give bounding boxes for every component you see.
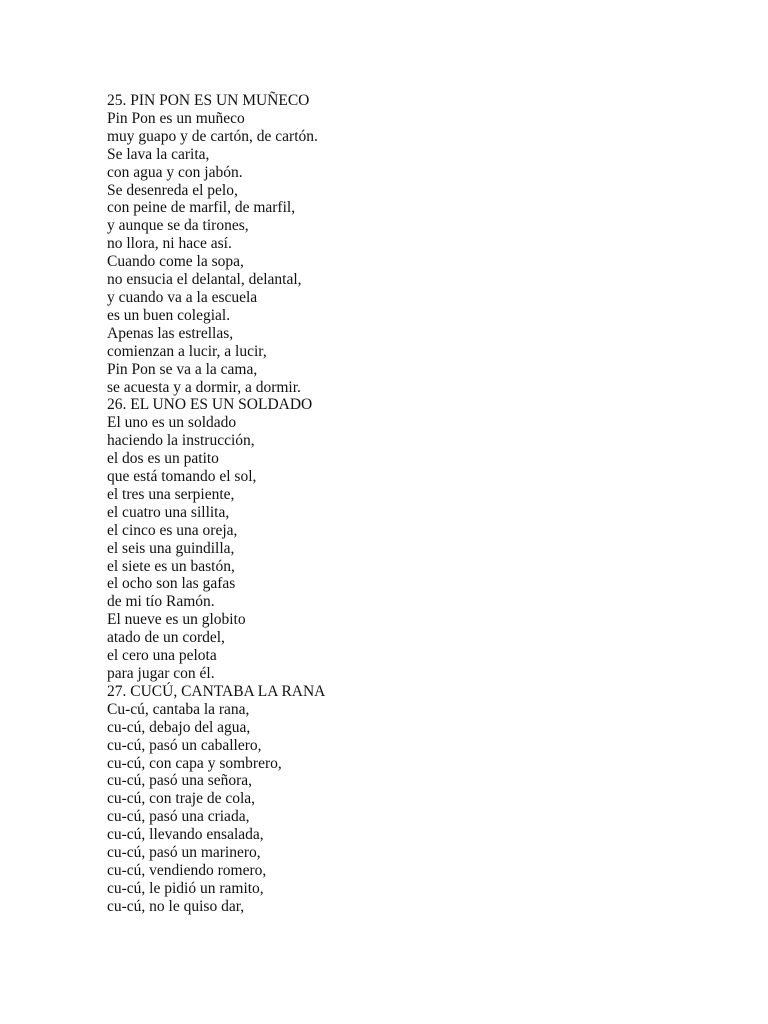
verse-line: el siete es un bastón,	[107, 557, 235, 575]
verse-line: que está tomando el sol,	[107, 468, 257, 486]
verse-line: cu-cú, pasó un caballero,	[107, 736, 262, 754]
verse-line: y aunque se da tirones,	[107, 217, 249, 235]
verse-line: el dos es un patito	[107, 450, 219, 468]
verse-line: cu-cú, debajo del agua,	[107, 718, 251, 736]
verse-line: cu-cú, no le quiso dar,	[107, 897, 245, 915]
verse-line: haciendo la instrucción,	[107, 432, 255, 450]
verse-line: cu-cú, pasó una criada,	[107, 808, 250, 826]
verse-line: el seis una guindilla,	[107, 539, 235, 557]
verse-line: cu-cú, le pidió un ramito,	[107, 879, 264, 897]
verse-line: Cu-cú, cantaba la rana,	[107, 700, 250, 718]
song-text-block	[107, 92, 667, 916]
verse-line: el tres una serpiente,	[107, 485, 235, 503]
verse-line: atado de un cordel,	[107, 629, 225, 647]
verse-line: se acuesta y a dormir, a dormir.	[107, 378, 301, 396]
verse-line: comienzan a lucir, a lucir,	[107, 342, 267, 360]
verse-line: Cuando come la sopa,	[107, 253, 244, 271]
verse-line: cu-cú, pasó un marinero,	[107, 844, 261, 862]
verse-line: el ocho son las gafas	[107, 575, 236, 593]
verse-line: cu-cú, con traje de cola,	[107, 790, 256, 808]
song-heading: 26. EL UNO ES UN SOLDADO	[107, 396, 313, 414]
verse-line: Apenas las estrellas,	[107, 324, 234, 342]
verse-line: cu-cú, pasó una señora,	[107, 772, 253, 790]
verse-line: es un buen colegial.	[107, 306, 231, 324]
verse-line: El nueve es un globito	[107, 611, 246, 629]
song-heading: 27. CUCÚ, CANTABA LA RANA	[107, 682, 326, 700]
verse-line: con peine de marfil, de marfil,	[107, 199, 296, 217]
verse-line: el cero una pelota	[107, 647, 217, 665]
verse-line: Se lava la carita,	[107, 145, 210, 163]
verse-line: el cinco es una oreja,	[107, 521, 238, 539]
verse-line: El uno es un soldado	[107, 414, 237, 432]
verse-line: cu-cú, con capa y sombrero,	[107, 754, 282, 772]
verse-line: Pin Pon es un muñeco	[107, 109, 245, 127]
verse-line: muy guapo y de cartón, de cartón.	[107, 127, 318, 145]
verse-line: Se desenreda el pelo,	[107, 181, 238, 199]
verse-line: para jugar con él.	[107, 665, 215, 682]
verse-line: y cuando va a la escuela	[107, 288, 258, 306]
verse-line: no llora, ni hace así.	[107, 235, 232, 253]
verse-line: con agua y con jabón.	[107, 163, 243, 181]
song-heading: 25. PIN PON ES UN MUÑECO	[107, 92, 310, 109]
verse-line: cu-cú, vendiendo romero,	[107, 861, 267, 879]
verse-line: cu-cú, llevando ensalada,	[107, 826, 264, 844]
verse-line: no ensucia el delantal, delantal,	[107, 271, 302, 289]
verse-line: Pin Pon se va a la cama,	[107, 360, 258, 378]
verse-line: el cuatro una sillita,	[107, 503, 230, 521]
verse-line: de mi tío Ramón.	[107, 593, 215, 611]
